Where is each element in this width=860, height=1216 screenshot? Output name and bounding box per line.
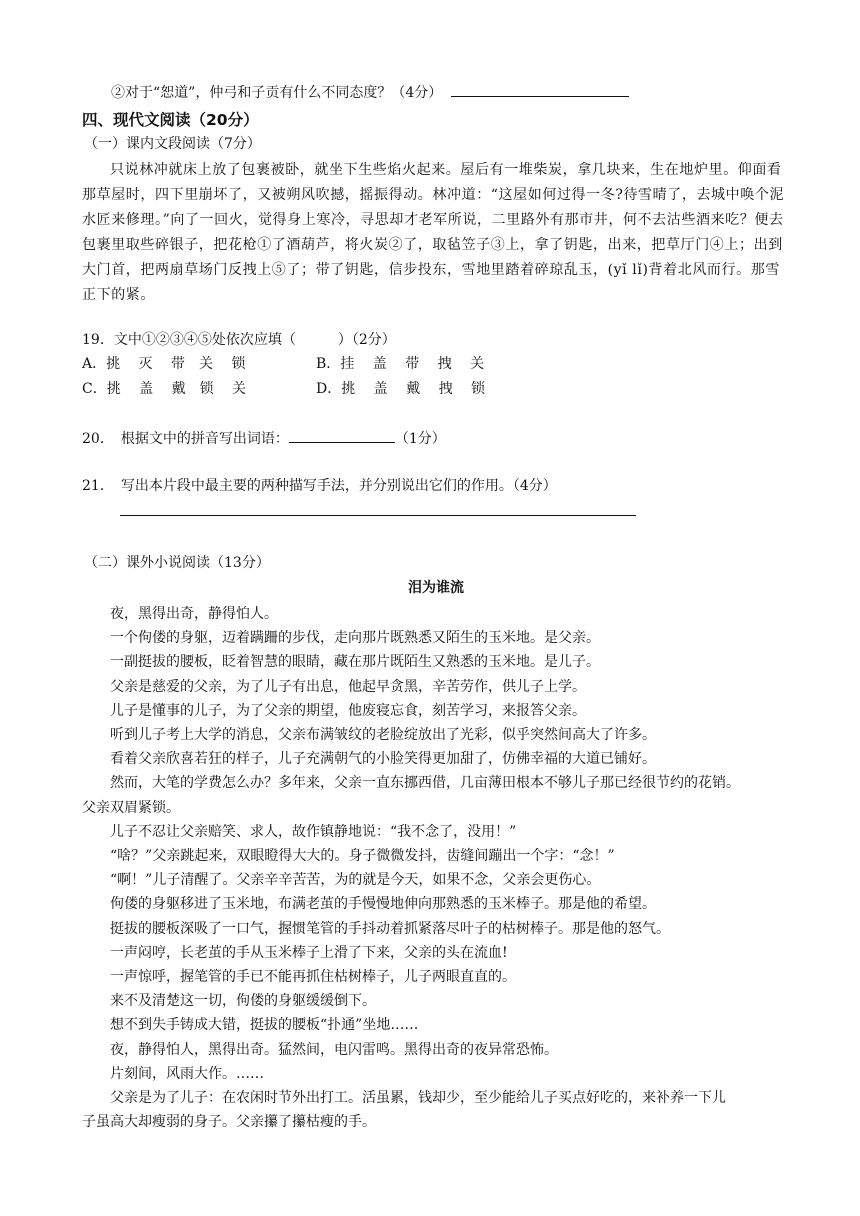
story-line: 听到儿子考上大学的消息，父亲布满皱纹的老脸绽放出了光彩，似乎突然间高大了许多。	[110, 727, 656, 743]
story-line: 父亲是慈爱的父亲，为了儿子有出息，他起早贪黑，辛苦劳作，供儿子上学。	[110, 678, 586, 695]
story-line: 片刻间，风雨大作。……	[110, 1065, 264, 1082]
story-line: 子虽高大却瘦弱的身子。父亲攥了攥枯瘦的手。	[82, 1114, 376, 1131]
story-line: 夜，黑得出奇，静得怕人。	[110, 606, 278, 622]
question-20	[82, 428, 446, 449]
story-line: 一声惊呼，握笔管的手已不能再抓住枯树棒子，儿子两眼直直的。	[110, 969, 516, 985]
story-line: 儿子不忍让父亲赔笑、求人，故作镇静地说：“我不念了，没用！”	[110, 823, 517, 840]
story-line: 挺拔的腰板深吸了一口气，握惯笔管的手抖动着抓紧落尽叶子的枯树棒子。那是他的怒气。	[110, 920, 670, 937]
question-20-text: 20． 根据文中的拼音写出词语：	[82, 431, 289, 447]
question-18-2	[111, 82, 629, 103]
option-d[interactable]: D．挑 盖 戴 拽 锁	[316, 381, 486, 397]
story-line: “啊！”儿子清醒了。父亲辛辛苦苦，为的就是今天，如果不念，父亲会更伤心。	[110, 872, 601, 889]
story-line: 一声闷哼，长老茧的手从玉米棒子上滑了下来，父亲的头在流血!	[110, 944, 508, 961]
story-line: 佝偻的身躯移进了玉米地，布满老茧的手慢慢地伸向那熟悉的玉米棒子。那是他的希望。	[110, 896, 656, 913]
story-line: 儿子是懂事的儿子，为了父亲的期望，他废寝忘食，刻苦学习，来报答父亲。	[110, 702, 586, 719]
story-title: 泪为谁流	[408, 580, 464, 596]
question-18-2-text: ②对于“恕道”，仲弓和子贡有什么不同态度？（4分）	[111, 85, 443, 101]
story-line: 一副挺拔的腰板，眨着智慧的眼睛，藏在那片既陌生又熟悉的玉米地。是儿子。	[110, 654, 600, 671]
question-19-stem: 19．文中①②③④⑤处依次应填（ ）（2分）	[82, 332, 396, 348]
story-line: 看着父亲欣喜若狂的样子，儿子充满朝气的小脸笑得更加甜了，仿佛幸福的大道已铺好。	[110, 751, 656, 768]
story-line: 来不及清楚这一切，佝偻的身躯缓缓倒下。	[110, 993, 376, 1010]
story-line: 一个佝偻的身躯，迈着蹒跚的步伐，走向那片既熟悉又陌生的玉米地。是父亲。	[110, 630, 600, 647]
story-line: 父亲双眉紧锁。	[82, 799, 180, 816]
answer-blank[interactable]	[451, 82, 629, 97]
answer-line-21[interactable]	[120, 515, 636, 516]
answer-blank-20[interactable]	[289, 428, 395, 443]
story-line: 父亲是为了儿子：在农闲时节外出打工。活虽累，钱却少，至少能给儿子买点好吃的，来补养一下儿	[110, 1090, 726, 1106]
passage-1: 只说林冲就床上放了包裹被卧，就坐下生些焰火起来。屋后有一堆柴炭，拿几块来，生在地炉里。仰面看那草屋时，四下里崩坏了，又被朔风吹撼，摇振得动。林冲道：“这屋如何过得一冬?待雪晴了，去城中唤个泥水匠来修理。”向了一回火，觉得身上寒冷，寻思却才老军所说，二里路外有那市井，何不去沽些酒来吃？便去包裹里取些碎银子，把花枪①了酒葫芦，将火炭②了，取毡笠子③上，拿了钥匙，出来，把草厅门④上；出到大门首，把两扇草场门反拽上⑤了；带了钥匙，信步投东，雪地里踏着碎琼乱玉，(yǐ lǐ)背着北风而行。那雪正下的紧。	[82, 162, 785, 303]
option-c[interactable]: C．挑 盖 戴 锁 关	[82, 381, 247, 397]
option-b[interactable]: B．挂 盖 带 拽 关	[316, 356, 485, 372]
question-20-score: （1分）	[394, 431, 446, 447]
section-4-heading: 四、现代文阅读（20分）	[82, 111, 259, 129]
story-line: 夜，静得怕人，黑得出奇。猛然间，电闪雷鸣。黑得出奇的夜异常恐怖。	[110, 1041, 558, 1058]
question-21: 21． 写出本片段中最主要的两种描写手法，并分别说出它们的作用。（4分）	[82, 478, 557, 494]
story-line: 想不到失手铸成大错，挺拔的腰板“扑通”坐地……	[110, 1017, 419, 1034]
part-2-heading: （二）课外小说阅读（13分）	[84, 555, 270, 571]
option-a[interactable]: A．挑 灭 带 关 锁	[82, 356, 246, 372]
story-line: 然而，大笔的学费怎么办？多年来，父亲一直东挪西借，几亩薄田根本不够儿子那已经很节约的花销。	[110, 775, 740, 792]
story-line: “啥？”父亲跳起来，双眼瞪得大大的。身子微微发抖，齿缝间蹦出一个字：“念！”	[110, 848, 615, 864]
part-1-heading: （一）课内文段阅读（7分）	[84, 136, 261, 152]
